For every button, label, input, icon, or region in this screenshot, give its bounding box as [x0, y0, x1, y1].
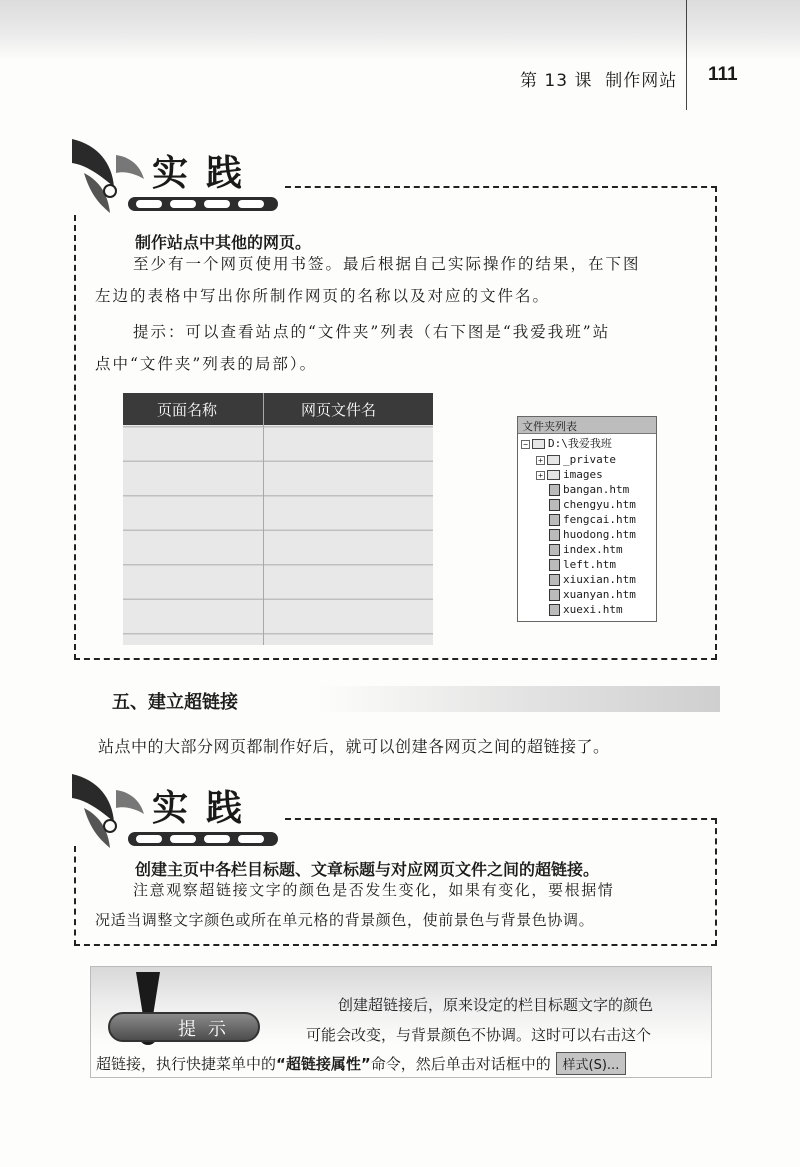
web-page-icon	[549, 574, 560, 586]
web-page-icon	[549, 604, 560, 616]
box-left-border	[74, 215, 76, 660]
practice-title: 实践	[152, 152, 261, 194]
running-header	[520, 66, 677, 91]
collapse-icon[interactable]: −	[521, 440, 530, 449]
tree-folder[interactable]	[536, 467, 603, 482]
web-page-icon	[549, 499, 560, 511]
practice1-paragraph	[133, 250, 641, 278]
folder-icon	[532, 439, 545, 449]
practice1-hint-2	[95, 350, 317, 378]
tree-file[interactable]	[549, 587, 636, 602]
tree-file[interactable]	[549, 482, 629, 497]
tip-command-name: “超链接属性”	[276, 1055, 371, 1073]
folder-list-title: 文件夹列表	[518, 417, 656, 434]
web-page-icon	[549, 529, 560, 541]
tree-file-label: xiuxian.htm	[563, 573, 636, 586]
section-title: 五、建立超链接	[112, 692, 238, 713]
tip-line2: 可能会改变，与背景颜色不协调。这时可以右击这个	[306, 1026, 652, 1044]
header-divider	[686, 0, 687, 110]
tree-file[interactable]	[549, 542, 623, 557]
lesson-number: 第 13 课	[520, 71, 593, 91]
tree-file[interactable]	[549, 602, 623, 617]
tree-file-label: chengyu.htm	[563, 498, 636, 511]
practice1-paragraph-2	[95, 282, 550, 310]
practice1-task-title: 制作站点中其他的网页。	[135, 233, 312, 252]
page-name-table	[123, 393, 433, 645]
tree-file-label: huodong.htm	[563, 528, 636, 541]
table-header-file-name: 网页文件名	[301, 401, 377, 419]
tree-file[interactable]	[549, 497, 636, 512]
tree-file-label: left.htm	[563, 558, 616, 571]
web-page-icon	[549, 544, 560, 556]
top-band	[0, 0, 800, 60]
web-page-icon	[549, 559, 560, 571]
tree-file[interactable]	[549, 557, 616, 572]
tree-file-label: index.htm	[563, 543, 623, 556]
folder-list-panel	[517, 416, 657, 622]
folder-icon	[547, 455, 560, 465]
table-header	[123, 393, 433, 425]
tree-folder-label: _private	[563, 453, 616, 466]
paragraph1-line1: 至少有一个网页使用书签。最后根据自己实际操作的结果，在下图	[133, 255, 641, 273]
tree-folder-label: images	[563, 468, 603, 481]
hint-line2: 点中“文件夹”列表的局部）。	[95, 355, 318, 373]
folder-icon	[547, 470, 560, 480]
tip-line3-c: 命令，然后单击对话框中的	[370, 1055, 551, 1073]
tree-root-label: D:\我爱我班	[548, 437, 612, 450]
tree-file[interactable]	[549, 572, 636, 587]
tree-file-label: xuanyan.htm	[563, 588, 636, 601]
web-page-icon	[549, 514, 560, 526]
practice2-line2: 况适当调整文字颜色或所在单元格的背景颜色，使前景色与背景色协调。	[95, 911, 595, 929]
table-header-page-name: 页面名称	[157, 401, 218, 419]
practice2-line1: 注意观察超链接文字的颜色是否发生变化，如果有变化，要根据情	[133, 881, 615, 899]
style-button[interactable]: 样式(S)...	[556, 1052, 627, 1075]
tip-label: 提示	[178, 1019, 238, 1040]
web-page-icon	[549, 589, 560, 601]
tree-file[interactable]	[549, 527, 636, 542]
tree-file[interactable]	[549, 512, 636, 527]
table-divider	[263, 393, 264, 645]
page-number: 111	[708, 64, 738, 85]
tree-file-label: xuexi.htm	[563, 603, 623, 616]
tree-folder[interactable]	[536, 452, 616, 467]
tip-line3-a: 超链接，执行快捷菜单中的	[96, 1055, 277, 1073]
section-intro: 站点中的大部分网页都制作好后，就可以创建各网页之间的超链接了。	[98, 737, 610, 756]
tip-line3	[96, 1052, 626, 1075]
practice1-hint	[133, 318, 610, 346]
tree-root[interactable]	[521, 436, 612, 451]
paragraph1-line2: 左边的表格中写出你所制作网页的名称以及对应的文件名。	[95, 287, 551, 305]
web-page-icon	[549, 484, 560, 496]
box-left-border	[74, 846, 76, 946]
tree-file-label: fengcai.htm	[563, 513, 636, 526]
hint-line1: 提示：可以查看站点的“文件夹”列表（右下图是“我爱我班”站	[133, 323, 611, 341]
expand-icon[interactable]: +	[536, 456, 545, 465]
practice2-task-title: 创建主页中各栏目标题、文章标题与对应网页文件之间的超链接。	[135, 860, 600, 879]
practice-title: 实践	[152, 787, 261, 829]
tip-line1: 创建超链接后，原来设定的栏目标题文字的颜色	[338, 996, 654, 1014]
expand-icon[interactable]: +	[536, 471, 545, 480]
tree-file-label: bangan.htm	[563, 483, 630, 496]
lesson-title: 制作网站	[605, 71, 678, 91]
